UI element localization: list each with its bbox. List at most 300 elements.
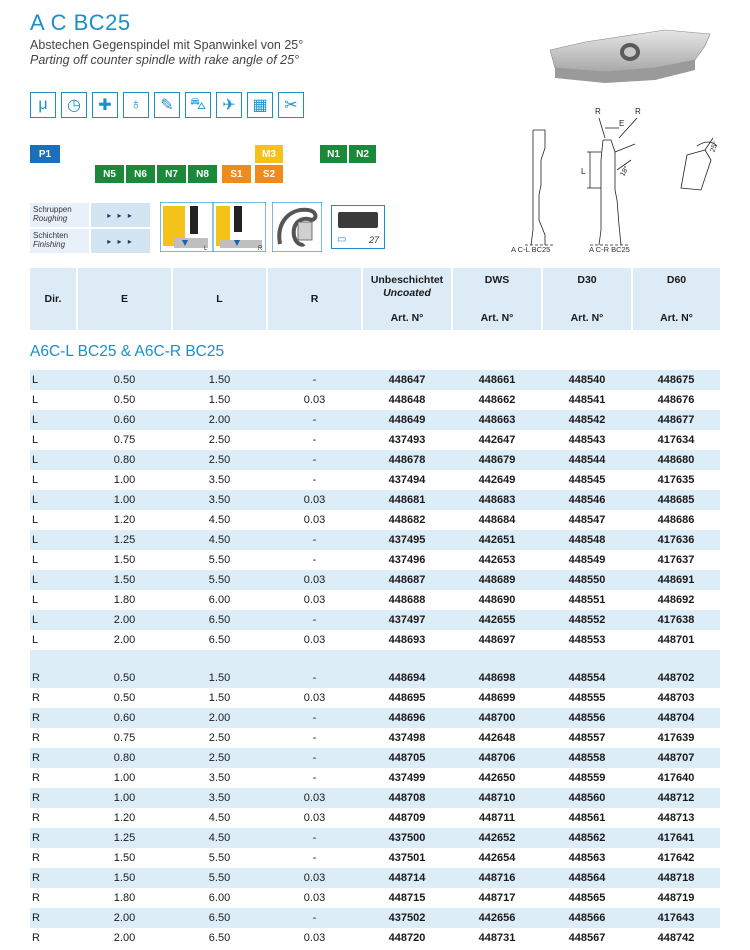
cell-e: 0.75 — [113, 732, 136, 744]
cell-dir: L — [32, 514, 39, 526]
cell-dws: 448662 — [478, 394, 516, 406]
table-row — [30, 728, 720, 748]
cell-uncoated: 437502 — [388, 912, 426, 924]
cell-dir: R — [32, 772, 40, 784]
roughing-label — [30, 203, 89, 227]
cell-r: - — [312, 832, 317, 844]
cell-dir: R — [32, 752, 40, 764]
cell-uncoated: 448694 — [388, 672, 426, 684]
cell-d30: 448550 — [568, 574, 606, 586]
table-row — [30, 768, 720, 788]
cell-d60: 448707 — [657, 752, 695, 764]
cell-e: 0.80 — [113, 454, 136, 466]
cell-d60: 417642 — [657, 852, 695, 864]
cell-dws: 442656 — [478, 912, 516, 924]
cell-l: 6.50 — [208, 634, 231, 646]
cell-uncoated: 448714 — [388, 872, 426, 884]
dim-angle-25: 25° — [709, 140, 720, 154]
cell-dws: 448698 — [478, 672, 516, 684]
page-reference[interactable] — [331, 205, 385, 249]
cell-dir: R — [32, 872, 40, 884]
cell-dws: 448706 — [478, 752, 516, 764]
cell-d30: 448551 — [568, 594, 606, 606]
dim-angle-18: 18° — [619, 165, 631, 178]
cell-d60: 448680 — [657, 454, 695, 466]
roughing-level: ▸ ▸ ▸ — [91, 203, 150, 227]
cell-l: 3.50 — [208, 474, 231, 486]
cell-r: 0.03 — [303, 634, 326, 646]
table-row — [30, 808, 720, 828]
cell-d30: 448545 — [568, 474, 606, 486]
tools-icon: ✂ — [278, 92, 304, 118]
cell-d30: 448564 — [568, 872, 606, 884]
technical-drawing — [505, 100, 725, 260]
cell-d60: 448719 — [657, 892, 695, 904]
diagram-l-label: L — [204, 246, 208, 252]
cell-uncoated: 437500 — [388, 832, 426, 844]
cell-r: - — [312, 374, 317, 386]
table-row — [30, 848, 720, 868]
cell-uncoated: 437496 — [388, 554, 426, 566]
subtitle-english: Parting off counter spindle with rake angle of 25° — [30, 53, 300, 67]
cell-dws: 442649 — [478, 474, 516, 486]
cell-l: 6.50 — [208, 614, 231, 626]
table-row — [30, 390, 720, 410]
cell-r: - — [312, 772, 317, 784]
insert-photo — [545, 20, 715, 85]
cell-l: 5.50 — [208, 554, 231, 566]
cell-r: - — [312, 852, 317, 864]
cell-l: 5.50 — [208, 574, 231, 586]
cell-l: 6.50 — [208, 932, 231, 944]
cell-dir: R — [32, 832, 40, 844]
cell-d60: 417637 — [657, 554, 695, 566]
cell-r: 0.03 — [303, 394, 326, 406]
dws-label: DWS — [484, 274, 510, 286]
cell-e: 1.80 — [113, 594, 136, 606]
table-row — [30, 590, 720, 610]
art-no-label: Art. N° — [570, 312, 604, 324]
cell-d30: 448566 — [568, 912, 606, 924]
cell-d30: 448556 — [568, 712, 606, 724]
art-no-label: Art. N° — [390, 312, 424, 324]
table-row — [30, 530, 720, 550]
cell-l: 1.50 — [208, 672, 231, 684]
cell-d60: 448675 — [657, 374, 695, 386]
cell-dir: L — [32, 394, 39, 406]
cell-dws: 442647 — [478, 434, 516, 446]
cell-uncoated: 448720 — [388, 932, 426, 944]
cell-uncoated: 448648 — [388, 394, 426, 406]
cell-d30: 448562 — [568, 832, 606, 844]
material-badge-n2: N2 — [349, 145, 376, 163]
cell-l: 3.50 — [208, 772, 231, 784]
cell-uncoated: 448695 — [388, 692, 426, 704]
cell-dws: 442655 — [478, 614, 516, 626]
cell-d60: 448742 — [657, 932, 695, 944]
cell-r: - — [312, 454, 317, 466]
cell-e: 0.60 — [113, 414, 136, 426]
cell-l: 2.50 — [208, 752, 231, 764]
caption-right: A C-R BC25 — [589, 245, 630, 254]
dim-e: E — [619, 119, 625, 128]
col-e: E — [77, 268, 172, 330]
operation-table — [30, 203, 150, 253]
cell-l: 2.50 — [208, 454, 231, 466]
cell-uncoated: 448678 — [388, 454, 426, 466]
cell-dir: L — [32, 574, 39, 586]
cell-d30: 448541 — [568, 394, 606, 406]
cell-d30: 448548 — [568, 534, 606, 546]
article-table-header — [30, 268, 720, 330]
cell-dws: 448683 — [478, 494, 516, 506]
cell-dws: 442648 — [478, 732, 516, 744]
material-badge-p1: P1 — [30, 145, 60, 163]
cell-l: 1.50 — [208, 394, 231, 406]
cell-d60: 448704 — [657, 712, 695, 724]
col-uncoated — [362, 268, 452, 330]
cell-dir: L — [32, 534, 39, 546]
cell-d30: 448563 — [568, 852, 606, 864]
page-title: A C BC25 — [30, 10, 131, 35]
table-row — [30, 370, 720, 390]
cell-e: 1.25 — [113, 832, 136, 844]
cell-r: 0.03 — [303, 692, 326, 704]
cell-d30: 448567 — [568, 932, 606, 944]
cell-e: 0.50 — [113, 672, 136, 684]
cell-d60: 448713 — [657, 812, 695, 824]
table-body-left — [30, 370, 720, 650]
col-dir: Dir. — [30, 268, 77, 330]
cell-dws: 448663 — [478, 414, 516, 426]
group-title: A6C-L BC25 & A6C-R BC25 — [30, 343, 225, 360]
cell-d30: 448560 — [568, 792, 606, 804]
cell-e: 1.00 — [113, 494, 136, 506]
cell-d30: 448553 — [568, 634, 606, 646]
cell-r: 0.03 — [303, 932, 326, 944]
cell-uncoated: 437497 — [388, 614, 426, 626]
cell-d60: 448692 — [657, 594, 695, 606]
cell-dir: L — [32, 414, 39, 426]
cell-dws: 448700 — [478, 712, 516, 724]
insert-chip-icon — [338, 212, 378, 228]
cell-uncoated: 448705 — [388, 752, 426, 764]
cell-dws: 448690 — [478, 594, 516, 606]
table-row — [30, 928, 720, 948]
cell-d30: 448555 — [568, 692, 606, 704]
cell-dws: 448689 — [478, 574, 516, 586]
cell-e: 0.50 — [113, 394, 136, 406]
table-row — [30, 550, 720, 570]
finishing-label — [30, 229, 89, 253]
art-no-label: Art. N° — [660, 312, 693, 324]
table-row — [30, 570, 720, 590]
cell-dws: 442654 — [478, 852, 516, 864]
jewelry-icon: ✎ — [154, 92, 180, 118]
cell-e: 0.75 — [113, 434, 136, 446]
table-row — [30, 490, 720, 510]
cell-e: 0.60 — [113, 712, 136, 724]
cell-dws: 448684 — [478, 514, 516, 526]
dim-r-left: R — [595, 107, 601, 116]
col-r: R — [267, 268, 362, 330]
cell-dws: 448697 — [478, 634, 516, 646]
table-row — [30, 688, 720, 708]
cell-l: 4.50 — [208, 812, 231, 824]
cell-e: 1.25 — [113, 534, 136, 546]
cell-d30: 448554 — [568, 672, 606, 684]
cell-uncoated: 448681 — [388, 494, 426, 506]
medical-cross-icon: ✚ — [92, 92, 118, 118]
table-row — [30, 888, 720, 908]
table-body-right — [30, 668, 720, 948]
cell-l: 3.50 — [208, 494, 231, 506]
col-d60 — [632, 268, 720, 330]
cell-dir: R — [32, 792, 40, 804]
cell-d60: 448701 — [657, 634, 695, 646]
cell-r: - — [312, 672, 317, 684]
cell-dir: L — [32, 494, 39, 506]
caption-left: A C-L BC25 — [511, 245, 551, 254]
cell-uncoated: 448709 — [388, 812, 426, 824]
cell-dir: R — [32, 712, 40, 724]
table-row — [30, 788, 720, 808]
airplane-icon: ✈ — [216, 92, 242, 118]
cell-l: 6.00 — [208, 892, 231, 904]
cell-e: 2.00 — [113, 932, 136, 944]
table-row — [30, 450, 720, 470]
cell-dir: L — [32, 474, 39, 486]
cell-l: 1.50 — [208, 692, 231, 704]
cell-d30: 448557 — [568, 732, 606, 744]
finishing-level: ▸ ▸ ▸ — [91, 229, 150, 253]
cell-dir: R — [32, 812, 40, 824]
cell-r: 0.03 — [303, 812, 326, 824]
cell-dws: 448710 — [478, 792, 516, 804]
cell-uncoated: 448688 — [388, 594, 426, 606]
cell-d60: 417639 — [657, 732, 695, 744]
cell-uncoated: 448693 — [388, 634, 426, 646]
cell-dws: 442653 — [478, 554, 516, 566]
uncoated-de: Unbeschichtet — [370, 274, 444, 286]
cell-l: 2.00 — [208, 414, 231, 426]
material-badge-n5: N5 — [95, 165, 124, 183]
cell-l: 2.50 — [208, 434, 231, 446]
cell-d30: 448558 — [568, 752, 606, 764]
cell-d30: 448542 — [568, 414, 606, 426]
dim-r-right: R — [635, 107, 641, 116]
cell-dws: 448731 — [478, 932, 516, 944]
industry-icon-row — [30, 92, 304, 118]
material-badge-n7: N7 — [157, 165, 186, 183]
cell-e: 0.50 — [113, 692, 136, 704]
cell-dir: L — [32, 594, 39, 606]
cell-dws: 442652 — [478, 832, 516, 844]
cell-dir: L — [32, 454, 39, 466]
table-row — [30, 470, 720, 490]
roughing-en: Roughing — [33, 214, 68, 223]
cell-uncoated: 437495 — [388, 534, 426, 546]
cell-e: 0.50 — [113, 374, 136, 386]
cell-e: 1.00 — [113, 474, 136, 486]
micro-icon: μ — [30, 92, 56, 118]
cell-e: 1.50 — [113, 852, 136, 864]
car-icon: ⛍ — [185, 92, 211, 118]
cell-l: 5.50 — [208, 872, 231, 884]
factory-icon: ▦ — [247, 92, 273, 118]
cell-dir: L — [32, 374, 39, 386]
cell-d30: 448552 — [568, 614, 606, 626]
cell-l: 4.50 — [208, 832, 231, 844]
cell-dir: R — [32, 932, 40, 944]
subtitle-german: Abstechen Gegenspindel mit Spanwinkel von 25° — [30, 38, 304, 52]
cell-d60: 448676 — [657, 394, 695, 406]
cell-d30: 448547 — [568, 514, 606, 526]
uncoated-en: Uncoated — [383, 287, 431, 299]
cell-d60: 417643 — [657, 912, 695, 924]
cell-dws: 448699 — [478, 692, 516, 704]
cell-d30: 448559 — [568, 772, 606, 784]
col-dws — [452, 268, 542, 330]
dim-l: L — [581, 167, 586, 176]
cell-e: 2.00 — [113, 614, 136, 626]
cell-l: 2.50 — [208, 732, 231, 744]
cell-dws: 442651 — [478, 534, 516, 546]
cell-d30: 448540 — [568, 374, 606, 386]
cell-uncoated: 448696 — [388, 712, 426, 724]
clock-icon: ◷ — [61, 92, 87, 118]
cell-r: - — [312, 554, 317, 566]
cell-uncoated: 437499 — [388, 772, 426, 784]
cell-r: - — [312, 474, 317, 486]
cell-r: 0.03 — [303, 872, 326, 884]
material-badge-n6: N6 — [126, 165, 155, 183]
cell-d60: 417636 — [657, 534, 695, 546]
cell-l: 1.50 — [208, 374, 231, 386]
cell-d60: 448686 — [657, 514, 695, 526]
cell-dir: L — [32, 434, 39, 446]
cell-dws: 448661 — [478, 374, 516, 386]
cell-d60: 417640 — [657, 772, 695, 784]
cell-l: 6.00 — [208, 594, 231, 606]
cell-dws: 448679 — [478, 454, 516, 466]
cell-r: 0.03 — [303, 494, 326, 506]
cell-d60: 448691 — [657, 574, 695, 586]
cell-r: - — [312, 712, 317, 724]
roughing-de: Schruppen — [33, 205, 72, 214]
cell-d30: 448565 — [568, 892, 606, 904]
cell-dws: 448716 — [478, 872, 516, 884]
table-row — [30, 668, 720, 688]
diagram-r-label: R — [258, 246, 263, 252]
cell-e: 1.00 — [113, 772, 136, 784]
cell-r: - — [312, 414, 317, 426]
cell-d60: 417638 — [657, 614, 695, 626]
cell-d30: 448546 — [568, 494, 606, 506]
cell-d30: 448543 — [568, 434, 606, 446]
material-badge-s2: S2 — [255, 165, 283, 183]
table-row — [30, 708, 720, 728]
table-row — [30, 828, 720, 848]
cell-d60: 417634 — [657, 434, 695, 446]
table-row — [30, 908, 720, 928]
tooth-icon: ♁ — [123, 92, 149, 118]
material-badge-s1: S1 — [222, 165, 251, 183]
cell-r: 0.03 — [303, 574, 326, 586]
cell-d60: 448702 — [657, 672, 695, 684]
cell-dir: R — [32, 892, 40, 904]
cell-r: - — [312, 912, 317, 924]
col-l: L — [172, 268, 267, 330]
finishing-en: Finishing — [33, 240, 66, 249]
cell-dws: 442650 — [478, 772, 516, 784]
d60-label: D60 — [666, 274, 687, 286]
book-icon: ▭ — [337, 234, 347, 245]
cell-uncoated: 448647 — [388, 374, 426, 386]
cell-r: - — [312, 752, 317, 764]
cell-uncoated: 437494 — [388, 474, 426, 486]
page-ref-number: 27 — [368, 235, 379, 245]
cell-uncoated: 448715 — [388, 892, 426, 904]
cell-d60: 448712 — [657, 792, 695, 804]
cell-l: 2.00 — [208, 712, 231, 724]
cell-l: 3.50 — [208, 792, 231, 804]
cell-d60: 417641 — [657, 832, 695, 844]
cell-e: 0.80 — [113, 752, 136, 764]
cell-e: 1.00 — [113, 792, 136, 804]
finishing-de: Schichten — [33, 231, 69, 240]
cell-dir: R — [32, 692, 40, 704]
material-badge-n8: N8 — [188, 165, 217, 183]
table-row — [30, 510, 720, 530]
d30-label: D30 — [577, 274, 597, 286]
material-badge-n1: N1 — [320, 145, 347, 163]
cell-l: 4.50 — [208, 534, 231, 546]
cell-d60: 448677 — [657, 414, 695, 426]
art-no-label: Art. N° — [480, 312, 514, 324]
cell-e: 1.20 — [113, 812, 136, 824]
col-d30 — [542, 268, 632, 330]
cell-e: 2.00 — [113, 634, 136, 646]
table-row — [30, 868, 720, 888]
cell-d30: 448561 — [568, 812, 606, 824]
cell-d30: 448549 — [568, 554, 606, 566]
cell-e: 1.50 — [113, 574, 136, 586]
table-row — [30, 410, 720, 430]
cell-dws: 448711 — [478, 812, 516, 824]
cell-r: - — [312, 614, 317, 626]
cell-dir: R — [32, 912, 40, 924]
cell-l: 4.50 — [208, 514, 231, 526]
cell-r: - — [312, 434, 317, 446]
cell-uncoated: 448687 — [388, 574, 426, 586]
cell-uncoated: 437493 — [388, 434, 426, 446]
cell-d60: 448685 — [657, 494, 695, 506]
cell-dir: L — [32, 634, 39, 646]
cell-d60: 448718 — [657, 872, 695, 884]
chip-form-diagram — [272, 202, 322, 252]
cell-r: 0.03 — [303, 594, 326, 606]
cell-r: 0.03 — [303, 514, 326, 526]
table-row — [30, 630, 720, 650]
table-row — [30, 610, 720, 630]
cell-e: 1.50 — [113, 554, 136, 566]
cell-d30: 448544 — [568, 454, 606, 466]
cell-r: 0.03 — [303, 792, 326, 804]
table-row — [30, 430, 720, 450]
cell-e: 2.00 — [113, 912, 136, 924]
cell-dir: L — [32, 554, 39, 566]
